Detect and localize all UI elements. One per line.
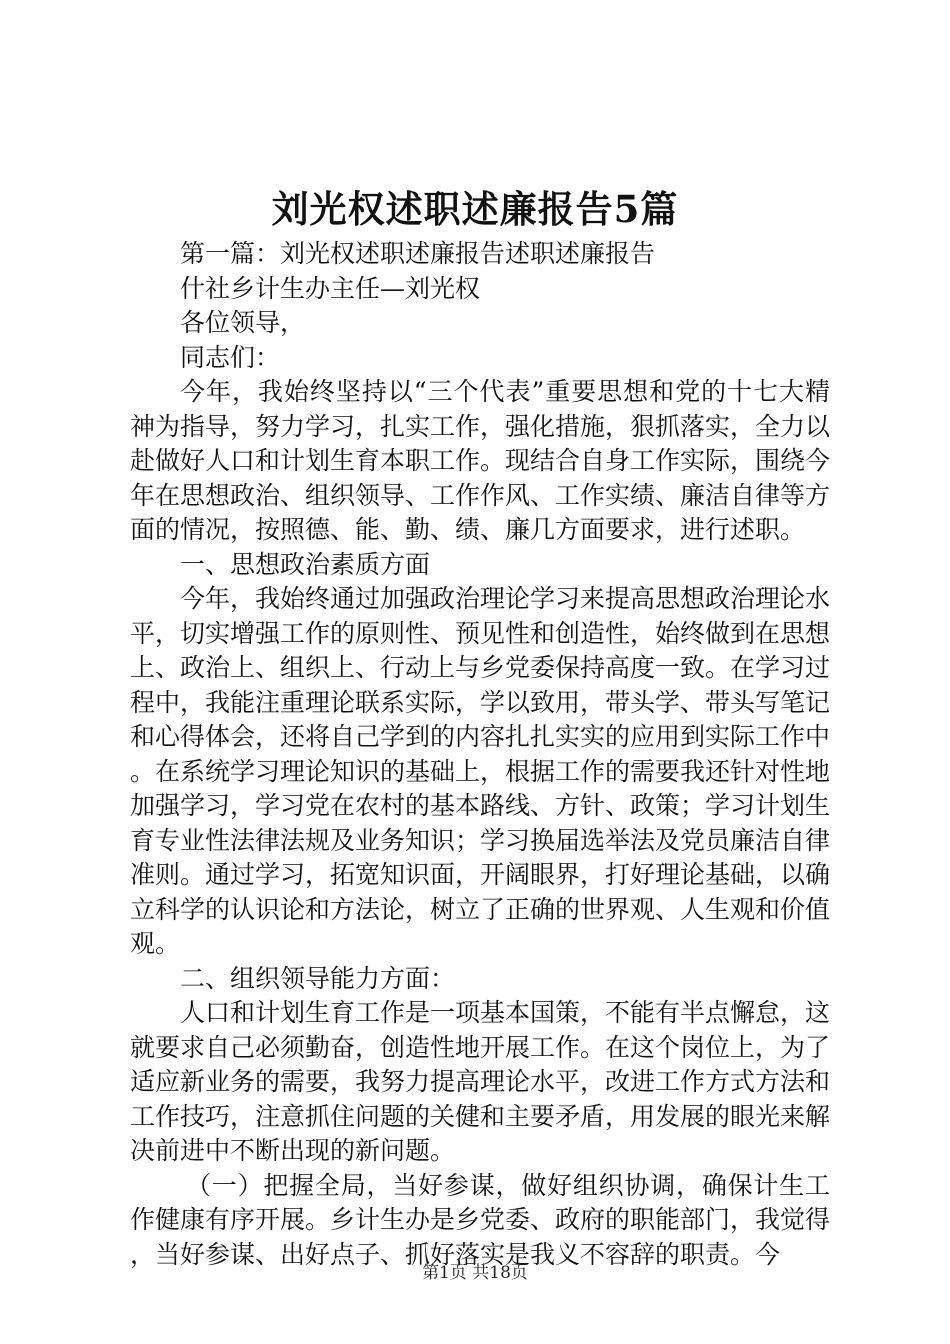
paragraph-section-heading: 第一篇：刘光权述职述廉报告述职述廉报告 <box>180 239 656 268</box>
document-title: 刘光权述职述廉报告5篇 <box>271 187 679 231</box>
page-footer: 第1页 共18页 <box>422 1263 528 1283</box>
paragraph-salutation-leaders: 各位领导， <box>180 308 306 337</box>
paragraph-intro: 今年，我始终坚持以“三个代表”重要思想和党的十七大精神为指导，努力学习，扎实工作，强化措施，狠抓落实，全力以赴做好人口和计划生育本职工作。现结合自身工作实际，围绕今年在思想政治、组织领导、工作作风、工作实绩、廉洁自律等方面的情况，按照德、能、勤、绩、廉几方面要求，进行述职。 <box>130 377 831 544</box>
paragraph-salutation-comrades: 同志们： <box>180 342 281 372</box>
paragraph-author: 什社乡计生办主任—刘光权 <box>180 273 481 303</box>
paragraph-heading-leadership: 二、组织领导能力方面： <box>180 963 456 993</box>
document-body <box>130 237 830 1272</box>
paragraph-heading-political: 一、思想政治素质方面 <box>180 549 431 579</box>
paragraph-subsection-one: （一）把握全局，当好参谋，做好组织协调，确保计生工作健康有序开展。乡计生办是乡党委、政府的职能部门，我觉得，当好参谋、出好点子、抓好落实是我义不容辞的职责。今 <box>130 1170 831 1269</box>
paragraph-leadership: 人口和计划生育工作是一项基本国策，不能有半点懈怠，这就要求自己必须勤奋，创造性地开展工作。在这个岗位上，为了适应新业务的需要，我努力提高理论水平，改进工作方式方法和工作技巧，注意抓住问题的关健和主要矛盾，用发展的眼光来解决前进中不断出现的新问题。 <box>130 998 831 1165</box>
paragraph-political: 今年，我始终通过加强政治理论学习来提高思想政治理论水平，切实增强工作的原则性、预见性和创造性，始终做到在思想上、政治上、组织上、行动上与乡党委保持高度一致。在学习过程中，我能注重理论联系实际，学以致用，带头学、带头写笔记和心得体会，还将自己学到的内容扎扎实实的应用到实际工作中。在系统学习理论知识的基础上，根据工作的需要我还针对性地加强学习，学习党在农村的基本路线、方针、政策；学习计划生育专业性法律法规及业务知识；学习换届选举法及党员廉洁自律准则。通过学习，拓宽知识面，开阔眼界，打好理论基础，以确立科学的认识论和方法论，树立了正确的世界观、人生观和价值观。 <box>130 584 831 958</box>
